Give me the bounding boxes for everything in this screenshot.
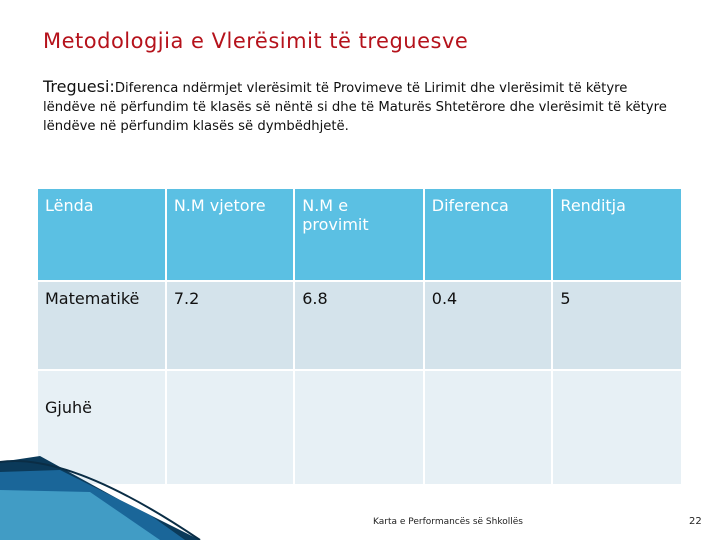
cell-ranking: 5 (552, 281, 682, 370)
cell-subject: Gjuhë (37, 370, 166, 485)
header-difference: Diferenca (424, 188, 553, 281)
header-exam-average: N.M e provimit (294, 188, 424, 281)
indicator-text: Diferenca ndërmjet vlerësimit të Provimeve të Lirimit dhe vlerësimit të këtyre lëndëve në përfundim të klasës së nëntë si dhe të Maturës Shtetërore dhe vlerësimit të këtyre lëndëve në përfundim klasës së dymbëdhjetë. (43, 81, 667, 134)
footer-text: Karta e Performancës së Shkollës (373, 517, 523, 527)
header-ranking: Renditja (552, 188, 682, 281)
header-subject: Lënda (37, 188, 166, 281)
indicator-label: Treguesi: (43, 77, 115, 96)
header-annual-average: N.M vjetore (166, 188, 294, 281)
cell-subject: Matematikë (37, 281, 166, 370)
cell-difference: 0.4 (424, 281, 553, 370)
cell-annual-average: 7.2 (166, 281, 294, 370)
cell-exam-average: 6.8 (294, 281, 424, 370)
page-number: 22 (689, 516, 702, 527)
slide-title: Metodologjia e Vlerësimit të treguesve (43, 29, 469, 53)
